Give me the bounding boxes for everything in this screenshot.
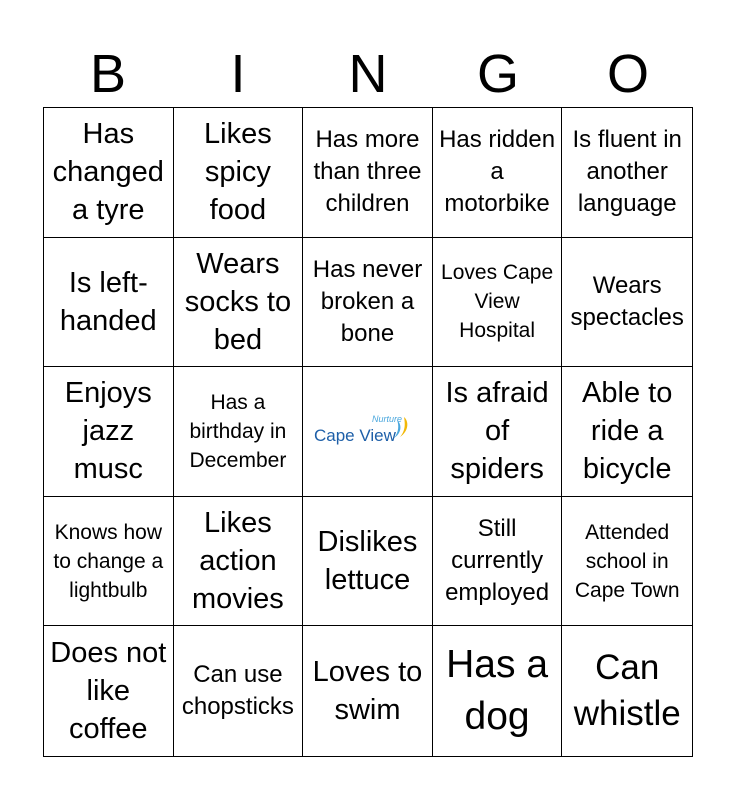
bingo-cell[interactable] <box>174 626 304 756</box>
bingo-cell[interactable] <box>44 367 174 497</box>
logo-main-text: Cape View <box>314 426 397 446</box>
bingo-cell[interactable] <box>174 238 304 368</box>
free-space-cell[interactable] <box>303 367 433 497</box>
bingo-cell[interactable] <box>562 497 692 627</box>
cape-view-logo <box>312 411 422 451</box>
header-letter-n: N <box>348 44 388 104</box>
cell-text: Enjoys jazz musc <box>64 377 152 486</box>
cell-text: Able to ride a bicycle <box>582 377 673 486</box>
header-letter-i: I <box>230 44 246 104</box>
bingo-cell[interactable] <box>562 367 692 497</box>
cell-text: Is afraid of spiders <box>445 377 549 486</box>
cell-text: Likes spicy food <box>204 118 272 227</box>
cell-text: Can whistle <box>573 648 681 734</box>
bingo-cell[interactable] <box>562 238 692 368</box>
bingo-cell[interactable] <box>433 367 563 497</box>
cell-text: Wears socks to bed <box>184 247 292 356</box>
logo-nurture-text: Nurture <box>372 414 403 425</box>
cell-text: Still currently employed <box>445 515 550 607</box>
bingo-cell[interactable] <box>303 497 433 627</box>
cell-text: Loves to swim <box>312 656 423 727</box>
bingo-cell[interactable] <box>562 108 692 238</box>
bingo-cell[interactable] <box>44 497 174 627</box>
bingo-cell[interactable] <box>44 626 174 756</box>
cell-text: Has a dog <box>446 643 549 739</box>
bingo-cell[interactable] <box>303 108 433 238</box>
header-letter-o: O <box>606 44 649 104</box>
bingo-cell[interactable] <box>433 238 563 368</box>
cell-text: Dislikes lettuce <box>317 526 418 597</box>
cell-text: Has changed a tyre <box>52 118 164 227</box>
cell-text: Attended school in Cape Town <box>574 520 680 602</box>
bingo-header <box>43 40 693 108</box>
cell-text: Likes action movies <box>191 507 284 616</box>
bingo-cell[interactable] <box>433 497 563 627</box>
cell-text: Does not like coffee <box>50 637 167 746</box>
cell-text: Is left-handed <box>59 266 157 337</box>
bingo-cell[interactable] <box>44 108 174 238</box>
cell-text: Can use chopsticks <box>181 661 294 721</box>
cell-text: Knows how to change a lightbulb <box>53 520 164 602</box>
cell-text: Has more than three children <box>313 126 422 218</box>
header-letter-g: G <box>476 44 519 104</box>
bingo-cell[interactable] <box>174 108 304 238</box>
cell-text: Is fluent in another language <box>572 126 682 218</box>
bingo-cell[interactable] <box>174 497 304 627</box>
bingo-cell[interactable] <box>44 238 174 368</box>
bingo-cell[interactable] <box>433 626 563 756</box>
cell-text: Loves Cape View Hospital <box>441 261 554 343</box>
bingo-cell[interactable] <box>174 367 304 497</box>
header-letter-b: B <box>89 44 127 104</box>
bingo-cell[interactable] <box>303 238 433 368</box>
cell-text: Has a birthday in December <box>189 390 287 472</box>
bingo-cell[interactable] <box>562 626 692 756</box>
bingo-cell[interactable] <box>303 626 433 756</box>
bingo-card <box>43 107 693 757</box>
cell-text: Wears spectacles <box>570 271 684 331</box>
bingo-cell[interactable] <box>433 108 563 238</box>
cell-text: Has ridden a motorbike <box>439 126 556 218</box>
cell-text: Has never broken a bone <box>312 255 423 347</box>
